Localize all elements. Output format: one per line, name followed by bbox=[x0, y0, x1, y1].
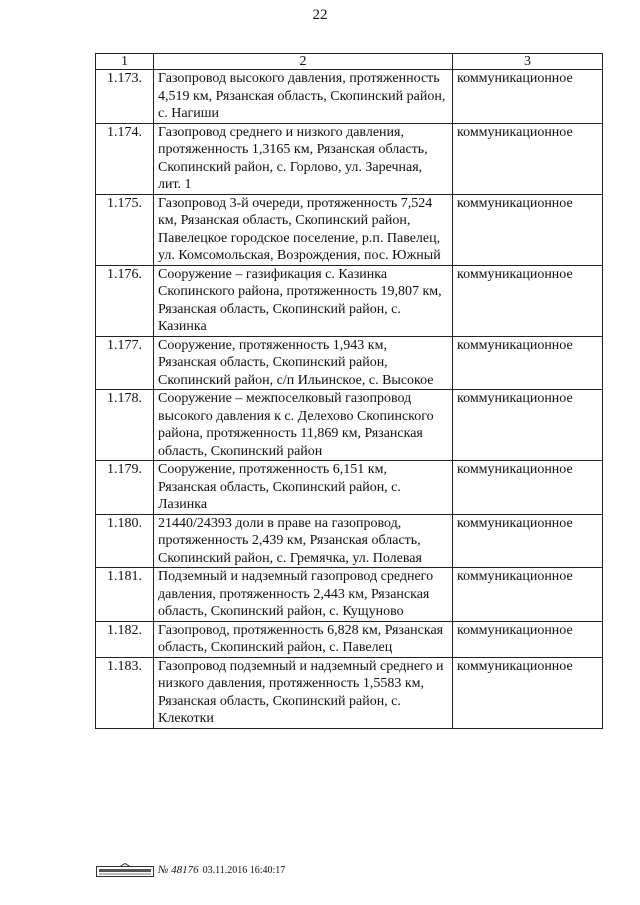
header-col-3: 3 bbox=[453, 54, 603, 70]
row-description: Сооружение – межпоселковый газопровод высокого давления к с. Делехово Скопинского района, протяженность 11,869 км, Рязанская область, Скопинский район bbox=[154, 390, 453, 461]
table-header-row bbox=[96, 54, 603, 70]
row-number: 1.182. bbox=[96, 621, 154, 657]
table-row bbox=[96, 336, 603, 390]
table-row bbox=[96, 265, 603, 336]
row-description: Газопровод среднего и низкого давления, протяженность 1,3165 км, Рязанская область, Скопинский район, с. Горлово, ул. Заречная, лит. 1 bbox=[154, 123, 453, 194]
row-description: Газопровод высокого давления, протяженность 4,519 км, Рязанская область, Скопинский район, с. Нагиши bbox=[154, 70, 453, 124]
row-number: 1.180. bbox=[96, 514, 154, 568]
row-description: Сооружение – газификация с. Казинка Скопинского района, протяженность 19,807 км, Рязанская область, Скопинский район, с. Казинка bbox=[154, 265, 453, 336]
table-row bbox=[96, 390, 603, 461]
row-description: Сооружение, протяженность 1,943 км, Рязанская область, Скопинский район, Скопинский район, с/п Ильинское, с. Высокое bbox=[154, 336, 453, 390]
table-row bbox=[96, 194, 603, 265]
row-type: коммуникационное bbox=[453, 123, 603, 194]
row-description: Сооружение, протяженность 6,151 км, Рязанская область, Скопинский район, с. Лазинка bbox=[154, 461, 453, 515]
row-number: 1.178. bbox=[96, 390, 154, 461]
document-footer bbox=[96, 863, 285, 877]
row-type: коммуникационное bbox=[453, 265, 603, 336]
table-row bbox=[96, 123, 603, 194]
row-description: Газопровод 3-й очереди, протяженность 7,524 км, Рязанская область, Скопинский район, Павелецкое городское поселение, р.п. Павелец, ул. Комсомольская, Возрождения, пос. Южный bbox=[154, 194, 453, 265]
page-number: 22 bbox=[312, 7, 328, 23]
table-row bbox=[96, 514, 603, 568]
row-type: коммуникационное bbox=[453, 657, 603, 728]
row-description: Газопровод, протяженность 6,828 км, Рязанская область, Скопинский район, с. Павелец bbox=[154, 621, 453, 657]
row-type: коммуникационное bbox=[453, 390, 603, 461]
row-type: коммуникационное bbox=[453, 568, 603, 622]
header-col-2: 2 bbox=[154, 54, 453, 70]
document-datetime: 03.11.2016 16:40:17 bbox=[202, 864, 286, 876]
row-number: 1.176. bbox=[96, 265, 154, 336]
document-number: № 48176 bbox=[158, 864, 199, 876]
header-col-1: 1 bbox=[96, 54, 154, 70]
row-type: коммуникационное bbox=[453, 194, 603, 265]
row-description: Подземный и надземный газопровод среднего давления, протяженность 2,443 км, Рязанская область, Скопинский район, с. Кущуново bbox=[154, 568, 453, 622]
table-row bbox=[96, 461, 603, 515]
row-number: 1.173. bbox=[96, 70, 154, 124]
row-description: Газопровод подземный и надземный среднего и низкого давления, протяженность 1,5583 км, Рязанская область, Скопинский район, с. Клекотки bbox=[154, 657, 453, 728]
row-type: коммуникационное bbox=[453, 336, 603, 390]
table-row bbox=[96, 70, 603, 124]
row-type: коммуникационное bbox=[453, 70, 603, 124]
row-type: коммуникационное bbox=[453, 514, 603, 568]
property-table bbox=[95, 53, 603, 729]
row-type: коммуникационное bbox=[453, 461, 603, 515]
row-number: 1.175. bbox=[96, 194, 154, 265]
row-number: 1.177. bbox=[96, 336, 154, 390]
row-number: 1.179. bbox=[96, 461, 154, 515]
row-number: 1.174. bbox=[96, 123, 154, 194]
table-row bbox=[96, 657, 603, 728]
registry-stamp-icon bbox=[96, 863, 154, 877]
row-number: 1.183. bbox=[96, 657, 154, 728]
row-type: коммуникационное bbox=[453, 621, 603, 657]
table-row bbox=[96, 568, 603, 622]
row-number: 1.181. bbox=[96, 568, 154, 622]
table-row bbox=[96, 621, 603, 657]
row-description: 21440/24393 доли в праве на газопровод, протяженность 2,439 км, Рязанская область, Скопинский район, с. Гремячка, ул. Полевая bbox=[154, 514, 453, 568]
